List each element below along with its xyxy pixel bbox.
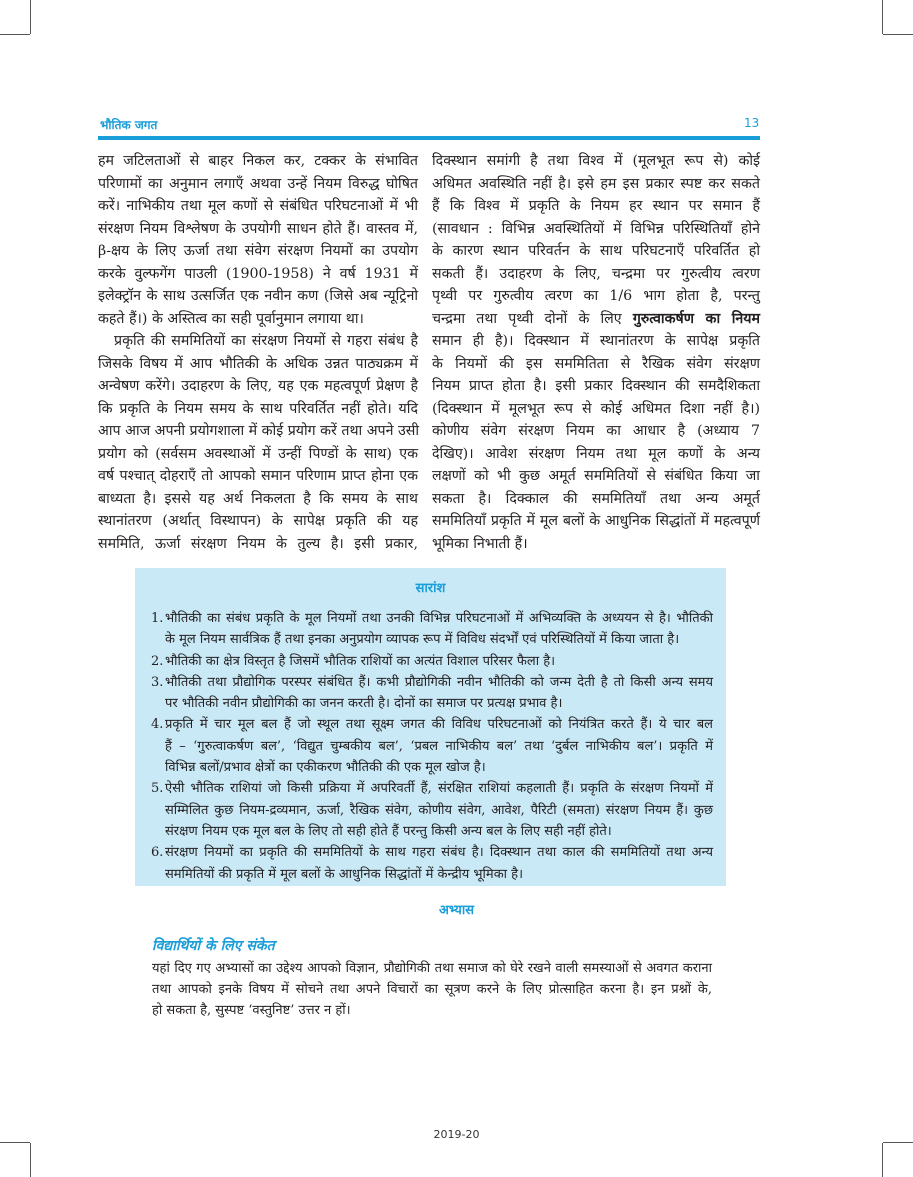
crop-mark <box>883 34 913 35</box>
text-line: सम्मिलित कुछ नियम-द्रव्यमान, ऊर्जा, रैखिक संवेग, कोणीय संवेग, आवेश, पैरिटी (समता) संरक्षण नियम हैं। कुछ <box>165 802 713 818</box>
text-line: दिक्स्थान समांगी है तथा विश्व में (मूलभूत रूप से) कोई <box>432 153 760 169</box>
text-line: कि प्रकृति के नियम समय के साथ परिवर्तित नहीं होते। यदि <box>98 400 418 417</box>
header-rule <box>98 136 760 140</box>
text-line: नियम प्राप्त होता है। इसी प्रकार दिक्स्थान की समदैशिकता <box>432 378 760 394</box>
exercises-title: अभ्यास <box>438 903 475 918</box>
text-line: भौतिकी का संबंध प्रकृति के मूल नियमों तथा उनकी विभिन्न परिघटनाओं में अभिव्यक्ति के अध्ययन से है। भौतिकी <box>165 611 713 626</box>
text-line: भौतिकी का क्षेत्र विस्तृत है जिसमें भौतिक राशियों का अत्यंत विशाल परिसर फैला है। <box>165 653 556 669</box>
text-line: आप आज अपनी प्रयोगशाला में कोई प्रयोग करें तथा अपने उसी <box>98 423 420 439</box>
summary-item <box>151 714 713 778</box>
summary-list <box>151 608 713 885</box>
summary-item <box>151 778 713 842</box>
text-line: हो सकता है, सुस्पष्ट ‘वस्तुनिष्ट’ उत्तर न हों। <box>152 1003 351 1018</box>
crop-mark <box>30 0 31 34</box>
text-line: β-क्षय के लिए ऊर्जा तथा संवेग संरक्षण नियमों का उपयोग <box>98 243 418 259</box>
crop-mark <box>882 0 883 34</box>
text-line: के कारण स्थान परिवर्तन के साथ परिघटनाएँ परिवर्तित हो <box>432 243 760 259</box>
summary-item-number: 3. <box>151 674 164 690</box>
crop-mark <box>0 1142 30 1143</box>
right-column <box>432 150 760 555</box>
text-line: ऐसी भौतिक राशियां जो किसी प्रक्रिया में अपरिवर्ती हैं, संरक्षित राशियां कहलाती हैं। प्रकृति के संरक्षण नियमों में <box>165 781 713 797</box>
text-line: यहां दिए गए अभ्यासों का उद्देश्य आपको विज्ञान, प्रौद्योगिकी तथा समाज को घेरे रखने वाली समस्याओं से अवगत कराना <box>152 961 712 976</box>
text-line: सममितियों की प्रकृति में मूल बलों के आधुनिक सिद्धांतों में केन्द्रीय भूमिका है। <box>165 866 524 882</box>
text-line: हैं – ‘गुरुत्वाकर्षण बल’, ‘विद्युत चुम्बकीय बल’, ‘प्रबल नाभिकीय बल’ तथा ‘दुर्बल नाभिकीय बल’। प्रकृति में <box>165 738 713 754</box>
text-line: स्थानांतरण (अर्थात् विस्थापन) के सापेक्ष प्रकृति की यह <box>98 513 418 529</box>
text-line: कहते हैं।) के अस्तित्व का सही पूर्वानुमान लगाया था। <box>98 310 364 327</box>
crop-mark <box>0 34 30 35</box>
text-line: चन्द्रमा तथा पृथ्वी दोनों के लिए गुरुत्वाकर्षण का नियम <box>432 310 760 327</box>
text-line: हम जटिलताओं से बाहर निकल कर, टक्कर के संभावित <box>98 153 418 169</box>
text-line: समान ही है)। दिक्स्थान में स्थानांतरण के सापेक्ष प्रकृति <box>432 333 760 349</box>
text-line: करें। नाभिकीय तथा मूल कणों से संबंधित परिघटनाओं में भी <box>98 198 418 214</box>
summary-item-number: 2. <box>151 653 164 669</box>
text-line: प्रकृति की सममितियों का संरक्षण नियमों से गहरा संबंध है <box>114 333 418 349</box>
crop-mark <box>883 1142 913 1143</box>
text-line: के मूल नियम सार्वत्रिक हैं तथा इनका अनुप्रयोग व्यापक रूप में विविध संदर्भों एवं परिस्थितियों में किया जाता है। <box>165 632 680 648</box>
crop-mark <box>30 1143 31 1177</box>
summary-item-number: 1. <box>151 611 164 626</box>
text-line: देखिए)। आवेश संरक्षण नियम तथा मूल कणों के अन्य <box>432 445 760 462</box>
text-line: करके वुल्फगेंग पाउली (1900-1958) ने वर्ष 1931 में <box>98 265 418 282</box>
text-line: के नियमों की इस सममितिता से रैखिक संवेग संरक्षण <box>432 355 760 372</box>
text-line: (दिक्स्थान में मूलभूत रूप से कोई अधिमत दिशा नहीं है।) <box>432 400 760 417</box>
summary-item <box>151 608 713 651</box>
text-line: कोणीय संवेग संरक्षण नियम का आधार है (अध्याय 7 <box>432 423 760 439</box>
text-line: अधिमत अवस्थिति नहीं है। इसे हम इस प्रकार स्पष्ट कर सकते <box>432 175 760 192</box>
text-line: संरक्षण नियम एक मूल बल के लिए तो सही होते हैं परन्तु किसी अन्य बल के लिए सही नहीं होते। <box>165 823 612 839</box>
text-line: सममिति, ऊर्जा संरक्षण नियम के तुल्य है। इसी प्रकार, <box>98 535 418 552</box>
text-line: सकता है। दिक्काल की सममितियाँ तथा अन्य अमूर्त <box>432 490 760 507</box>
text-line: वर्ष पश्चात् दोहराएँ तो आपको समान परिणाम प्राप्त होना एक <box>98 468 418 484</box>
text-line: भूमिका निभाती हैं। <box>432 535 528 552</box>
summary-item <box>151 842 713 885</box>
text-line: सममितियाँ प्रकृति में मूल बलों के आधुनिक सिद्धांतों में महत्वपूर्ण <box>432 513 760 529</box>
summary-item <box>151 651 713 672</box>
text-line: प्रकृति में चार मूल बल हैं जो स्थूल तथा सूक्ष्म जगत की विविध परिघटनाओं को नियंत्रित करते हैं। ये चार बल <box>165 717 713 733</box>
text-line: पर भौतिकी नवीन प्रौद्योगिकी का जनन करती है। दोनों का समाज पर प्रत्यक्ष प्रभाव है। <box>165 696 563 712</box>
text-line: इलेक्ट्रॉन के साथ उत्सर्जित एक नवीन कण (जिसे अब न्यूट्रिनो <box>98 288 418 304</box>
text-line: विभिन्न बलों/प्रभाव क्षेत्रों का एकीकरण भौतिकी की एक मूल खोज है। <box>165 760 486 776</box>
summary-item-number: 5. <box>151 781 164 797</box>
text-line: परिणामों का अनुमान लगाएँ अथवा उन्हें नियम विरुद्ध घोषित <box>98 175 418 192</box>
text-line: तथा आपको इनके विषय में सोचने तथा अपने विचारों का सूत्रण करने के लिए प्रोत्साहित करना है। इन प्रश्नों के, <box>152 982 712 997</box>
running-header-title: भौतिक जगत <box>100 118 158 132</box>
text-line: सकती हैं। उदाहरण के लिए, चन्द्रमा पर गुरुत्वीय त्वरण <box>432 265 760 282</box>
left-column <box>98 150 418 555</box>
text-line: भौतिकी तथा प्रौद्योगिक परस्पर संबंधित हैं। कभी प्रौद्योगिकी नवीन भौतिकी को जन्म देती है तो किसी अन्य समय <box>165 674 713 690</box>
text-line: (सावधान : विभिन्न अवस्थितियों में विभिन्न परिस्थितियाँ होने <box>432 220 760 237</box>
text-line: जिसके विषय में आप भौतिकी के अधिक उन्नत पाठ्यक्रम में <box>98 355 418 372</box>
text-line: बाध्यता है। इससे यह अर्थ निकलता है कि समय के साथ <box>98 490 418 507</box>
summary-item-number: 4. <box>151 717 164 733</box>
summary-box <box>135 568 726 886</box>
exercises-paragraph <box>152 958 712 1021</box>
crop-mark <box>882 1143 883 1177</box>
footer-year: 2019-20 <box>433 1128 480 1141</box>
text-line: हैं कि विश्व में प्रकृति के नियम हर स्थान पर समान हैं <box>432 198 760 214</box>
bold-phrase: गुरुत्वाकर्षण का नियम <box>632 310 760 327</box>
text-line: अन्वेषण करेंगे। उदाहरण के लिए, यह एक महत्वपूर्ण प्रेक्षण है <box>98 378 418 394</box>
text-line: लक्षणों को भी कुछ अमूर्त सममितियों से संबंधित किया जा <box>432 468 760 484</box>
page-number: 13 <box>744 116 760 130</box>
summary-title: सारांश <box>415 581 446 596</box>
text-line: पृथ्वी पर गुरुत्वीय त्वरण का 1/6 भाग होता है, परन्तु <box>432 288 760 304</box>
text-line: प्रयोग को (सर्वसम अवस्थाओं में उन्हीं पिण्डों के साथ) एक <box>98 445 418 462</box>
exercises-subheading: विद्यार्थियों के लिए संकेत <box>152 938 275 954</box>
text-line: संरक्षण नियम विश्लेषण के उपयोगी साधन होते हैं। वास्तव में, <box>98 220 418 237</box>
summary-item-number: 6. <box>151 845 164 861</box>
summary-item <box>151 672 713 715</box>
text-line: संरक्षण नियमों का प्रकृति की सममितियों के साथ गहरा संबंध है। दिक्स्थान तथा काल की सममितियों तथा अन्य <box>165 845 713 861</box>
